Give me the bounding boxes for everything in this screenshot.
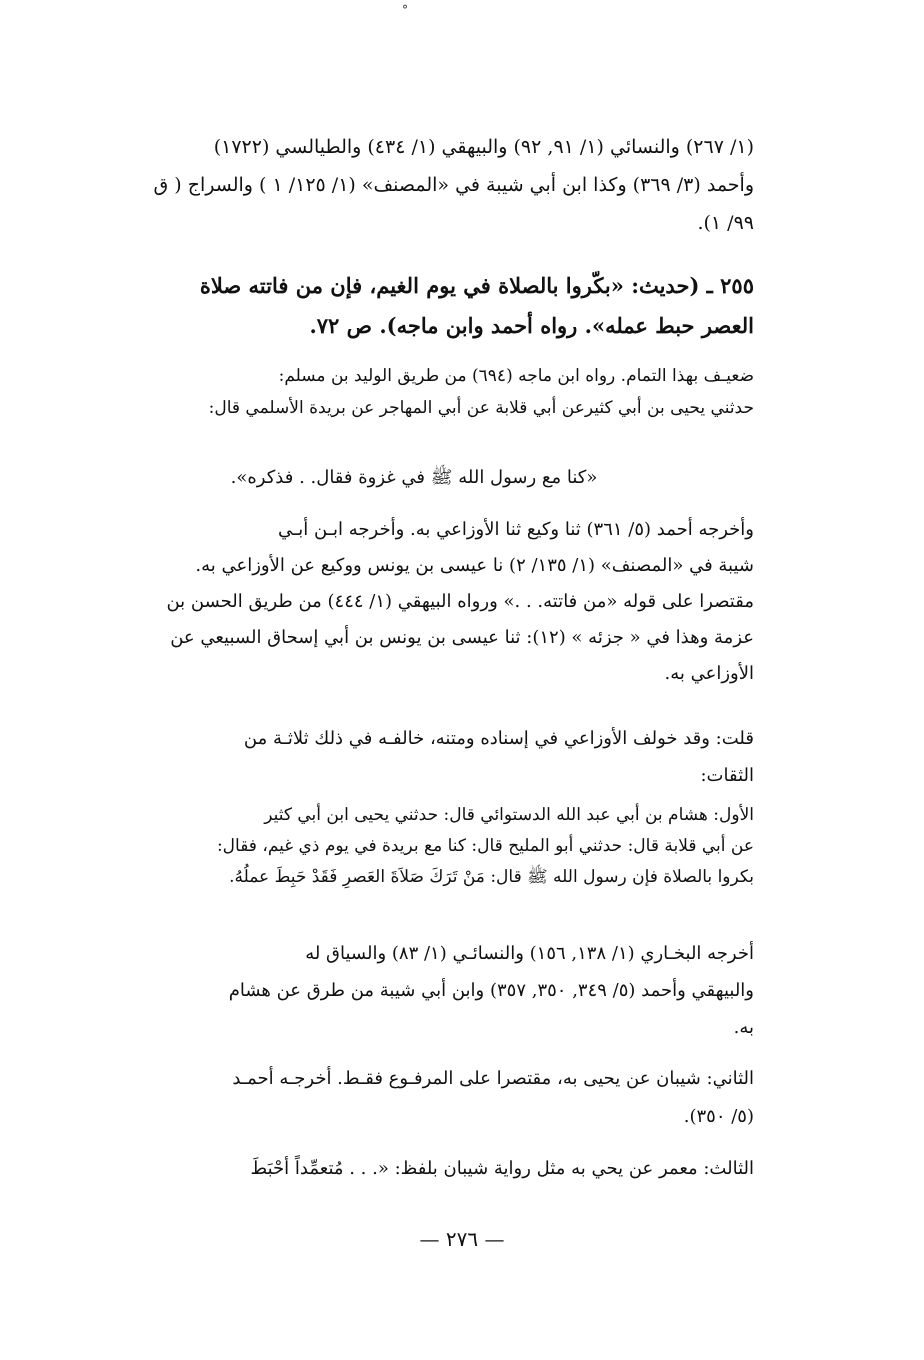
quoted-narration [74, 462, 754, 494]
text-line: ضعيـف بهذا التمام. رواه ابن ماجه (٦٩٤) من طريق الوليد بن مسلم: [278, 366, 754, 386]
text-line: والبيهقي وأحمد (٥/ ٣٤٩, ٣٥٠, ٣٥٧) وابن أبي شيبة من طرق عن هشام [228, 980, 754, 1001]
text-line: الأوزاعي به. [664, 663, 754, 684]
paragraph-first-narrator [74, 800, 754, 893]
text-line: الثقات: [700, 765, 754, 786]
paragraph-takhrij [74, 935, 754, 1046]
paragraph-grading [74, 360, 754, 424]
hadith-heading [74, 266, 754, 346]
text-line: به. [733, 1017, 754, 1038]
text-line: (١/ ٢٦٧) والنسائي (١/ ٩١, ٩٢) والبيهقي (١/ ٤٣٤) والطيالسي (١٧٢٢) [213, 136, 754, 158]
text-line: أخرجه البخـاري (١/ ١٣٨, ١٥٦) والنسائـي (١/ ٨٣) والسياق له [305, 943, 754, 964]
text-line: الثاني: شيبان عن يحيى به، مقتصرا على المرفـوع فقـط. أخرجـه أحمـد [232, 1068, 754, 1089]
page-number: — ٢٧٦ — [419, 1227, 505, 1251]
text-line: العصر حبط عمله». رواه أحمد وابن ماجه). ص ٧٢. [309, 313, 754, 338]
paragraph-comment [74, 720, 754, 794]
text-line: (٥/ ٣٥٠). [683, 1106, 754, 1127]
top-mark: ° [402, 3, 408, 17]
text-line: بكروا بالصلاة فإن رسول الله ﷺ قال: مَنْ تَرَكَ صَلاَةَ العَصرِ فَقَدْ حَبِطَ عملُهُ. [229, 867, 754, 887]
text-line: ٩٩/ ١). [697, 212, 754, 234]
text-line: ٢٥٥ ـ (حديث: «بكّروا بالصلاة في يوم الغيم، فإن من فاتته صلاة [199, 273, 754, 298]
text-line: قلت: وقد خولف الأوزاعي في إسناده ومتنه، خالفـه في ذلك ثلاثـة من [243, 728, 754, 749]
paragraph-citations [74, 128, 754, 242]
text-line: الأول: هشام بن أبي عبد الله الدستوائي قال: حدثني يحيى ابن أبي كثير [264, 805, 754, 825]
paragraph-second-narrator [74, 1060, 754, 1136]
text-line: «كنا مع رسول الله ﷺ في غزوة فقال. . فذكره». [230, 467, 598, 488]
paragraph-third-narrator [74, 1150, 754, 1188]
text-line: وأخرجه أحمد (٥/ ٣٦١) ثنا وكيع ثنا الأوزاعي به. وأخرجه ابـن أبـي [278, 519, 754, 540]
paragraph-sources [74, 512, 754, 692]
text-line: حدثني يحيى بن أبي كثيرعن أبي قلابة عن أبي المهاجر عن بريدة الأسلمي قال: [208, 398, 754, 418]
text-line: مقتصرا على قوله «من فاتته. . .» ورواه البيهقي (١/ ٤٤٤) من طريق الحسن بن [166, 591, 754, 612]
text-line: شيبة في «المصنف» (١/ ١٣٥/ ٢) نا عيسى بن يونس ووكيع عن الأوزاعي به. [195, 555, 754, 576]
text-line: الثالث: معمر عن يحي به مثل رواية شيبان بلفظ: «. . . مُتعمِّداً أحْبَطَ [250, 1158, 754, 1179]
text-line: عزمة وهذا في « جزئه » (١٢): ثنا عيسى بن يونس بن أبي إسحاق السبيعي عن [170, 627, 754, 648]
text-line: وأحمد (٣/ ٣٦٩) وكذا ابن أبي شيبة في «المصنف» (١/ ١٢٥/ ١ ) والسراج ( ق [153, 174, 754, 196]
text-line: عن أبي قلابة قال: حدثني أبو المليح قال: كنا مع بريدة في يوم ذي غيم، فقال: [216, 836, 754, 856]
